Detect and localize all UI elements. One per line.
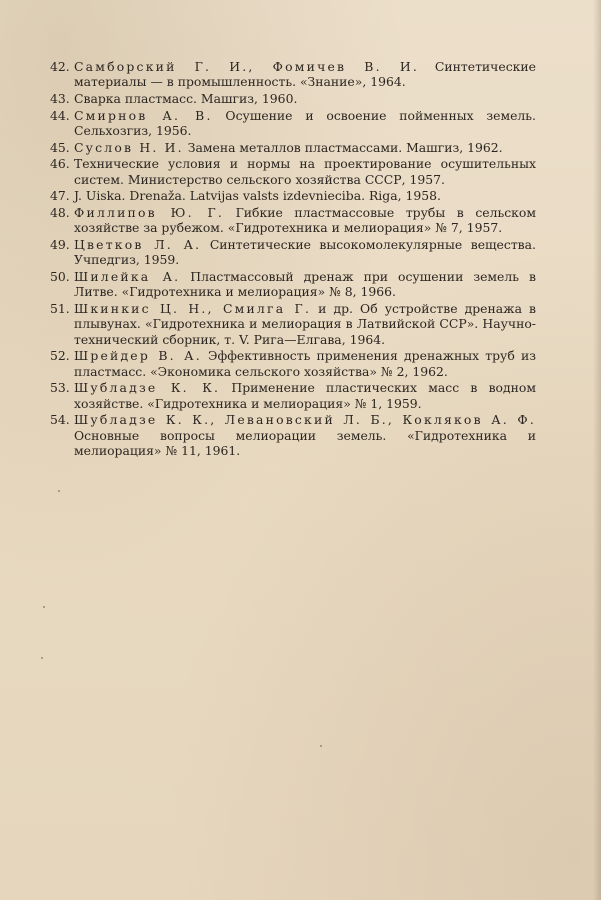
reference-author: Филлипов Ю. Г. (74, 204, 225, 220)
reference-item (50, 237, 536, 268)
reference-author: Шилейка А. (74, 268, 181, 284)
reference-item (50, 301, 536, 347)
reference-item (50, 348, 536, 379)
reference-text (74, 140, 536, 155)
reference-text (74, 108, 536, 139)
reference-item (50, 188, 536, 203)
reference-author: Шубладзе К. К., Левановский Л. Б., Кокляков А. Ф. (74, 412, 536, 428)
reference-author: Шкинкис Ц. Н., Смилга Г. (74, 300, 312, 316)
reference-number: 50. (50, 268, 70, 284)
paper-speck (320, 745, 322, 747)
reference-text (74, 156, 536, 187)
reference-number: 51. (50, 300, 70, 316)
reference-text (74, 301, 536, 347)
reference-number: 52. (50, 348, 70, 364)
reference-number: 42. (50, 59, 70, 74)
reference-item (50, 156, 536, 187)
paper-speck (58, 490, 60, 492)
reference-item (50, 59, 536, 90)
reference-body: Пластмассовый дренаж при осушении земель в Литве. «Гидротехника и мелиорация» № 8, 1966. (74, 268, 536, 300)
reference-body: Основные вопросы мелиорации земель. «Гидротехника и мелиорация» № 11, 1961. (74, 427, 536, 458)
reference-item (50, 380, 536, 411)
reference-body: Гибкие пластмассовые трубы в сельском хозяйстве за рубежом. «Гидротехника и мелиорация» № 7, 1957. (74, 204, 536, 236)
reference-body: Сварка пластмасс. Машгиз, 1960. (74, 91, 298, 106)
reference-list (50, 59, 536, 458)
reference-number: 49. (50, 236, 70, 252)
reference-number: 43. (50, 91, 70, 106)
reference-author: Шубладзе К. К. (74, 380, 221, 396)
reference-number: 48. (50, 204, 70, 220)
reference-author: Смирнов А. В. (74, 107, 213, 123)
reference-author: Цветков Л. А. (74, 236, 202, 252)
reference-text (74, 269, 536, 300)
reference-text (74, 91, 536, 106)
reference-body: Осушение и освоение пойменных земель. Сельхозгиз, 1956. (74, 107, 536, 138)
paper-speck (43, 606, 45, 608)
reference-text (74, 188, 536, 203)
reference-body: Синтетические материалы — в промышленность. «Знание», 1964. (74, 59, 536, 90)
reference-body: Синтетические высокомолекулярные вещества. Учпедгиз, 1959. (74, 236, 536, 268)
reference-number: 44. (50, 107, 70, 123)
reference-text (74, 348, 536, 379)
reference-text (74, 205, 536, 236)
reference-body: Эффективность применения дренажных труб из пластмасс. «Экономика сельского хозяйства» № 2, 1962. (74, 348, 536, 379)
reference-number: 54. (50, 412, 70, 428)
reference-text (74, 237, 536, 268)
reference-number: 47. (50, 188, 70, 204)
reference-text (74, 380, 536, 411)
reference-body: J. Uiska. Drenaža. Latvijas valsts izdevnieciba. Riga, 1958. (74, 188, 441, 204)
reference-text (74, 412, 536, 458)
reference-item (50, 140, 536, 155)
reference-author: Шрейдер В. А. (74, 348, 202, 364)
reference-author: Самборский Г. И., Фомичев В. И. (74, 59, 419, 74)
reference-body: Замена металлов пластмассами. Машгиз, 1962. (183, 139, 503, 155)
reference-item (50, 91, 536, 106)
reference-body: и др. Об устройстве дренажа в плывунах. «Гидротехника и мелиорация в Латвийской ССР». Научно-технический сборник, т. V. Рига—Елгава, 1964. (74, 300, 536, 347)
reference-number: 46. (50, 156, 70, 172)
paper-speck (41, 657, 43, 659)
reference-body: Применение пластических масс в водном хозяйстве. «Гидротехника и мелиорация» № 1, 1959. (74, 380, 536, 411)
reference-number: 45. (50, 139, 70, 155)
reference-number: 53. (50, 380, 70, 396)
reference-author: Суслов Н. И. (74, 139, 184, 155)
reference-text (74, 59, 536, 90)
reference-item (50, 205, 536, 236)
reference-item (50, 269, 536, 300)
reference-item (50, 108, 536, 139)
reference-item (50, 412, 536, 458)
reference-body: Технические условия и нормы на проектирование осушительных систем. Министерство сельского хозяйства СССР, 1957. (74, 156, 536, 187)
